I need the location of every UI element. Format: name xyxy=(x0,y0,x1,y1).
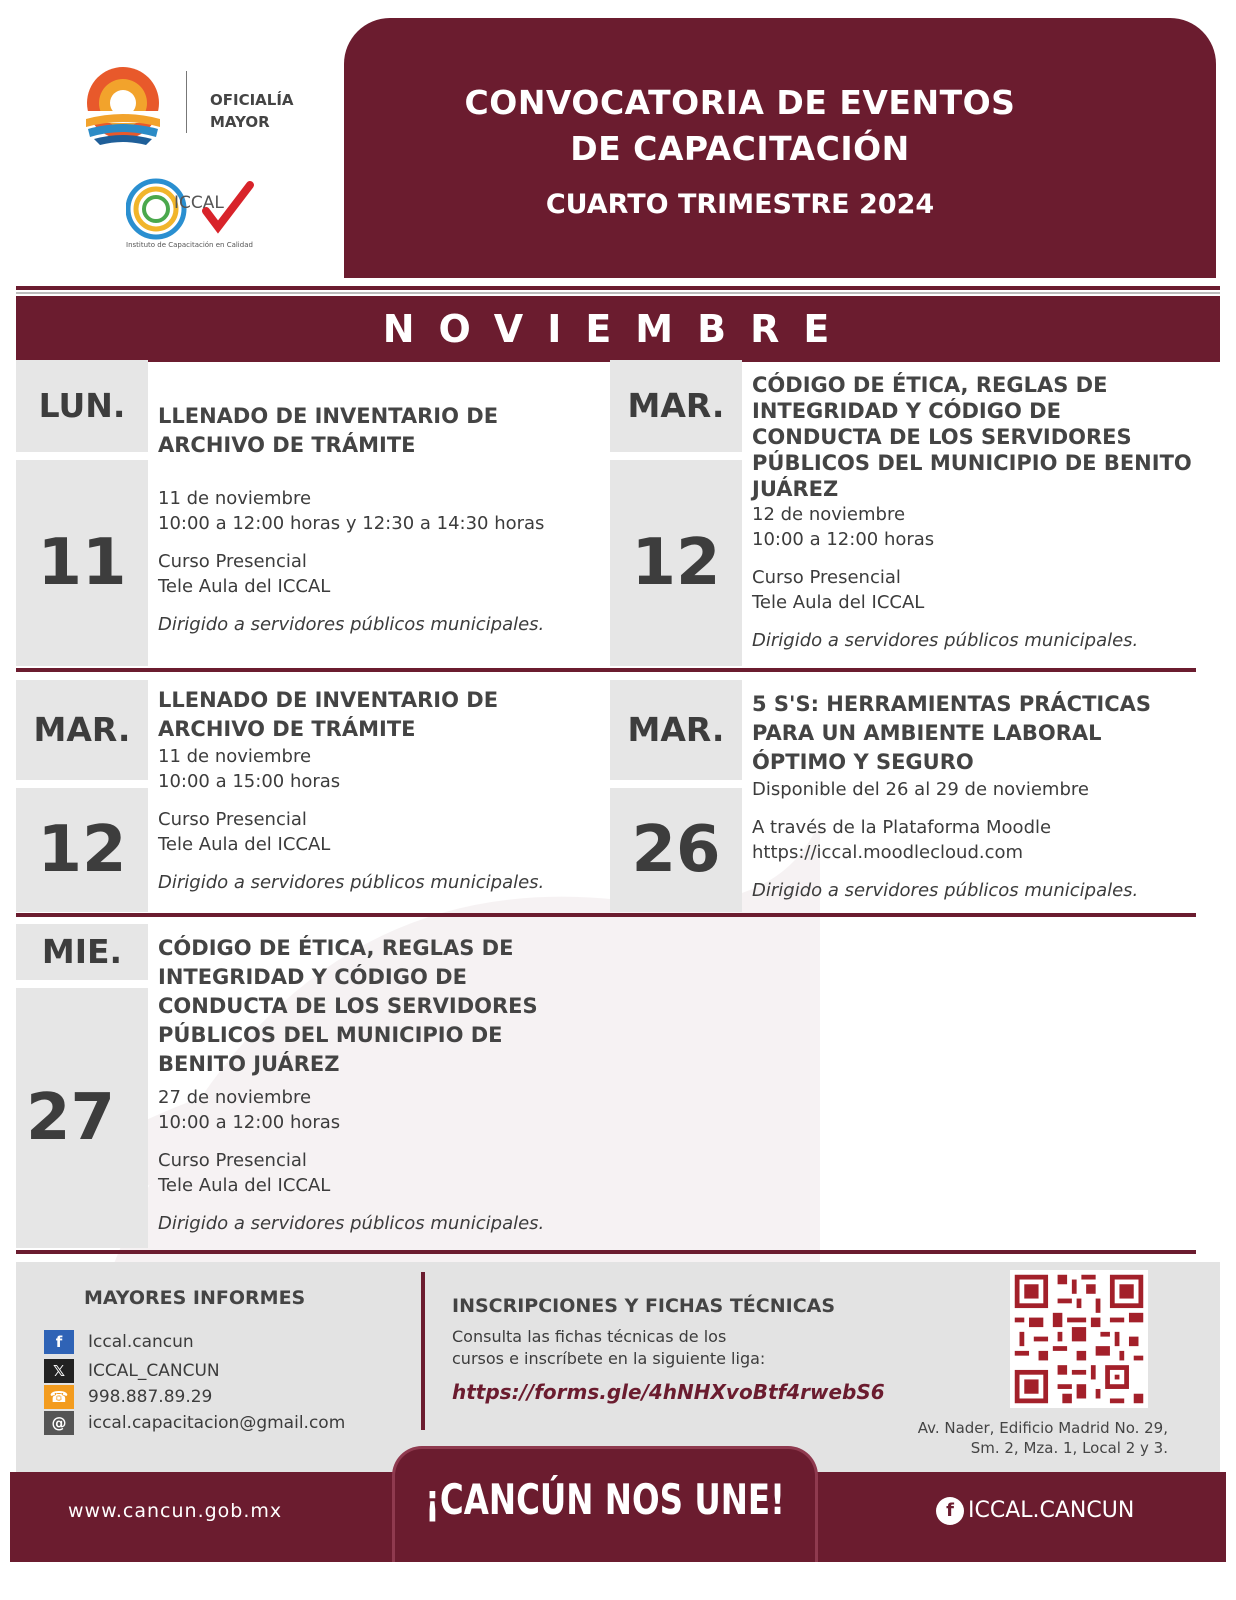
day-name: LUN. xyxy=(16,360,148,452)
event-audience: Dirigido a servidores públicos municipales. xyxy=(158,614,545,635)
day-name: MAR. xyxy=(610,680,742,780)
event-card xyxy=(610,360,1216,666)
day-name: MAR. xyxy=(610,360,742,452)
facebook-text: Iccal.cancun xyxy=(88,1332,194,1352)
address: Av. Nader, Edificio Madrid No. 29, Sm. 2, Mza. 1, Local 2 y 3. xyxy=(917,1419,1168,1457)
phone-icon: ☎ xyxy=(44,1385,74,1409)
event-audience: Dirigido a servidores públicos municipales. xyxy=(158,872,545,893)
logo-area xyxy=(70,55,330,255)
registration-link[interactable]: https://forms.gle/4hNHXvoBtf4rwebS6 xyxy=(452,1380,885,1404)
event-hours: 10:00 a 12:00 horas xyxy=(752,529,935,550)
event-place: Tele Aula del ICCAL xyxy=(752,592,925,613)
moodle-link[interactable]: https://iccal.moodlecloud.com xyxy=(752,842,1024,863)
page-subtitle: CUARTO TRIMESTRE 2024 xyxy=(545,189,935,220)
email-icon: @ xyxy=(44,1411,74,1435)
event-date: 27 de noviembre xyxy=(158,1087,312,1108)
event-card xyxy=(16,924,606,1248)
day-number: 12 xyxy=(16,788,148,912)
contact-facebook[interactable] xyxy=(44,1330,194,1354)
inscripciones-title: INSCRIPCIONES Y FICHAS TÉCNICAS xyxy=(452,1295,836,1317)
event-place: Tele Aula del ICCAL xyxy=(158,834,331,855)
row-divider xyxy=(16,913,1196,917)
contact-phone[interactable] xyxy=(44,1385,212,1409)
row-divider xyxy=(16,1250,1196,1254)
org-name: OFICIALÍA MAYOR xyxy=(210,91,294,131)
social-handle-text: ICCAL.CANCUN xyxy=(968,1498,1135,1523)
month-band: NOVIEMBRE xyxy=(16,296,1220,362)
qr-code[interactable] xyxy=(1010,1270,1148,1408)
day-number: 11 xyxy=(16,460,148,666)
event-place: Tele Aula del ICCAL xyxy=(158,576,331,597)
event-date: Disponible del 26 al 29 de noviembre xyxy=(752,779,1089,800)
x-text: ICCAL_CANCUN xyxy=(88,1361,220,1381)
contact-x[interactable] xyxy=(44,1359,220,1383)
event-card xyxy=(610,680,1216,912)
footer-divider xyxy=(421,1272,425,1430)
event-title: CÓDIGO DE ÉTICA, REGLAS DE INTEGRIDAD Y CÓDIGO DE CONDUCTA DE LOS SERVIDORES PÚBLICOS DEL MUNICIPIO DE BENITO JUÁREZ xyxy=(752,373,1192,501)
event-mode: Curso Presencial xyxy=(158,551,307,572)
day-name: MIE. xyxy=(16,924,148,980)
event-date: 11 de noviembre xyxy=(158,746,312,767)
title-box xyxy=(344,18,1216,278)
event-audience: Dirigido a servidores públicos municipales. xyxy=(158,1213,545,1234)
page-title: CONVOCATORIA DE EVENTOS DE CAPACITACIÓN xyxy=(464,83,1016,168)
event-mode: Curso Presencial xyxy=(752,567,901,588)
event-hours: 10:00 a 12:00 horas xyxy=(158,1112,341,1133)
event-hours: 10:00 a 15:00 horas xyxy=(158,771,341,792)
event-card xyxy=(16,680,606,912)
event-title: LLENADO DE INVENTARIO DE ARCHIVO DE TRÁMITE xyxy=(158,404,499,457)
iccal-caption: Instituto de Capacitación en Calidad xyxy=(126,241,253,249)
event-mode: Curso Presencial xyxy=(158,809,307,830)
event-place: Tele Aula del ICCAL xyxy=(158,1175,331,1196)
event-hours: 10:00 a 12:00 horas y 12:30 a 14:30 horas xyxy=(158,513,545,534)
event-audience: Dirigido a servidores públicos municipales. xyxy=(752,880,1139,901)
event-title: LLENADO DE INVENTARIO DE ARCHIVO DE TRÁMITE xyxy=(158,688,499,741)
event-mode: Curso Presencial xyxy=(158,1150,307,1171)
contact-email[interactable] xyxy=(44,1411,345,1435)
event-date: 12 de noviembre xyxy=(752,504,906,525)
event-title: 5 S'S: HERRAMIENTAS PRÁCTICAS PARA UN AMBIENTE LABORAL ÓPTIMO Y SEGURO xyxy=(752,692,1151,774)
event-title: CÓDIGO DE ÉTICA, REGLAS DE INTEGRIDAD Y CÓDIGO DE CONDUCTA DE LOS SERVIDORES PÚBLICOS DEL MUNICIPIO DE BENITO JUÁREZ xyxy=(158,936,538,1076)
day-number: 26 xyxy=(610,788,742,912)
day-name: MAR. xyxy=(16,680,148,780)
slogan: ¡CANCÚN NOS UNE! xyxy=(425,1475,785,1524)
facebook-icon: f xyxy=(936,1497,964,1525)
header-rule-gray xyxy=(16,292,1220,294)
phone-text: 998.887.89.29 xyxy=(88,1387,213,1407)
event-card xyxy=(16,360,606,666)
facebook-icon: f xyxy=(44,1330,74,1354)
event-date: 11 de noviembre xyxy=(158,488,312,509)
iccal-logo-text: ICCAL xyxy=(174,193,224,213)
row-divider xyxy=(16,668,1196,672)
cancun-sun-logo xyxy=(80,63,166,149)
header-rule xyxy=(16,286,1220,290)
mayores-informes-title: MAYORES INFORMES xyxy=(84,1287,306,1309)
iccal-logo xyxy=(126,173,256,245)
inscripciones-desc: Consulta las fichas técnicas de los cursos e inscríbete en la siguiente liga: xyxy=(452,1327,766,1368)
social-handle[interactable] xyxy=(936,1496,1134,1526)
event-audience: Dirigido a servidores públicos municipales. xyxy=(752,630,1139,651)
website-link[interactable]: www.cancun.gob.mx xyxy=(68,1500,283,1522)
day-number: 12 xyxy=(610,460,742,666)
logo-divider xyxy=(186,71,187,133)
email-text: iccal.capacitacion@gmail.com xyxy=(88,1413,346,1433)
event-mode: A través de la Plataforma Moodle xyxy=(752,817,1052,838)
day-number: 27 xyxy=(16,988,148,1248)
x-icon: 𝕏 xyxy=(44,1359,74,1383)
